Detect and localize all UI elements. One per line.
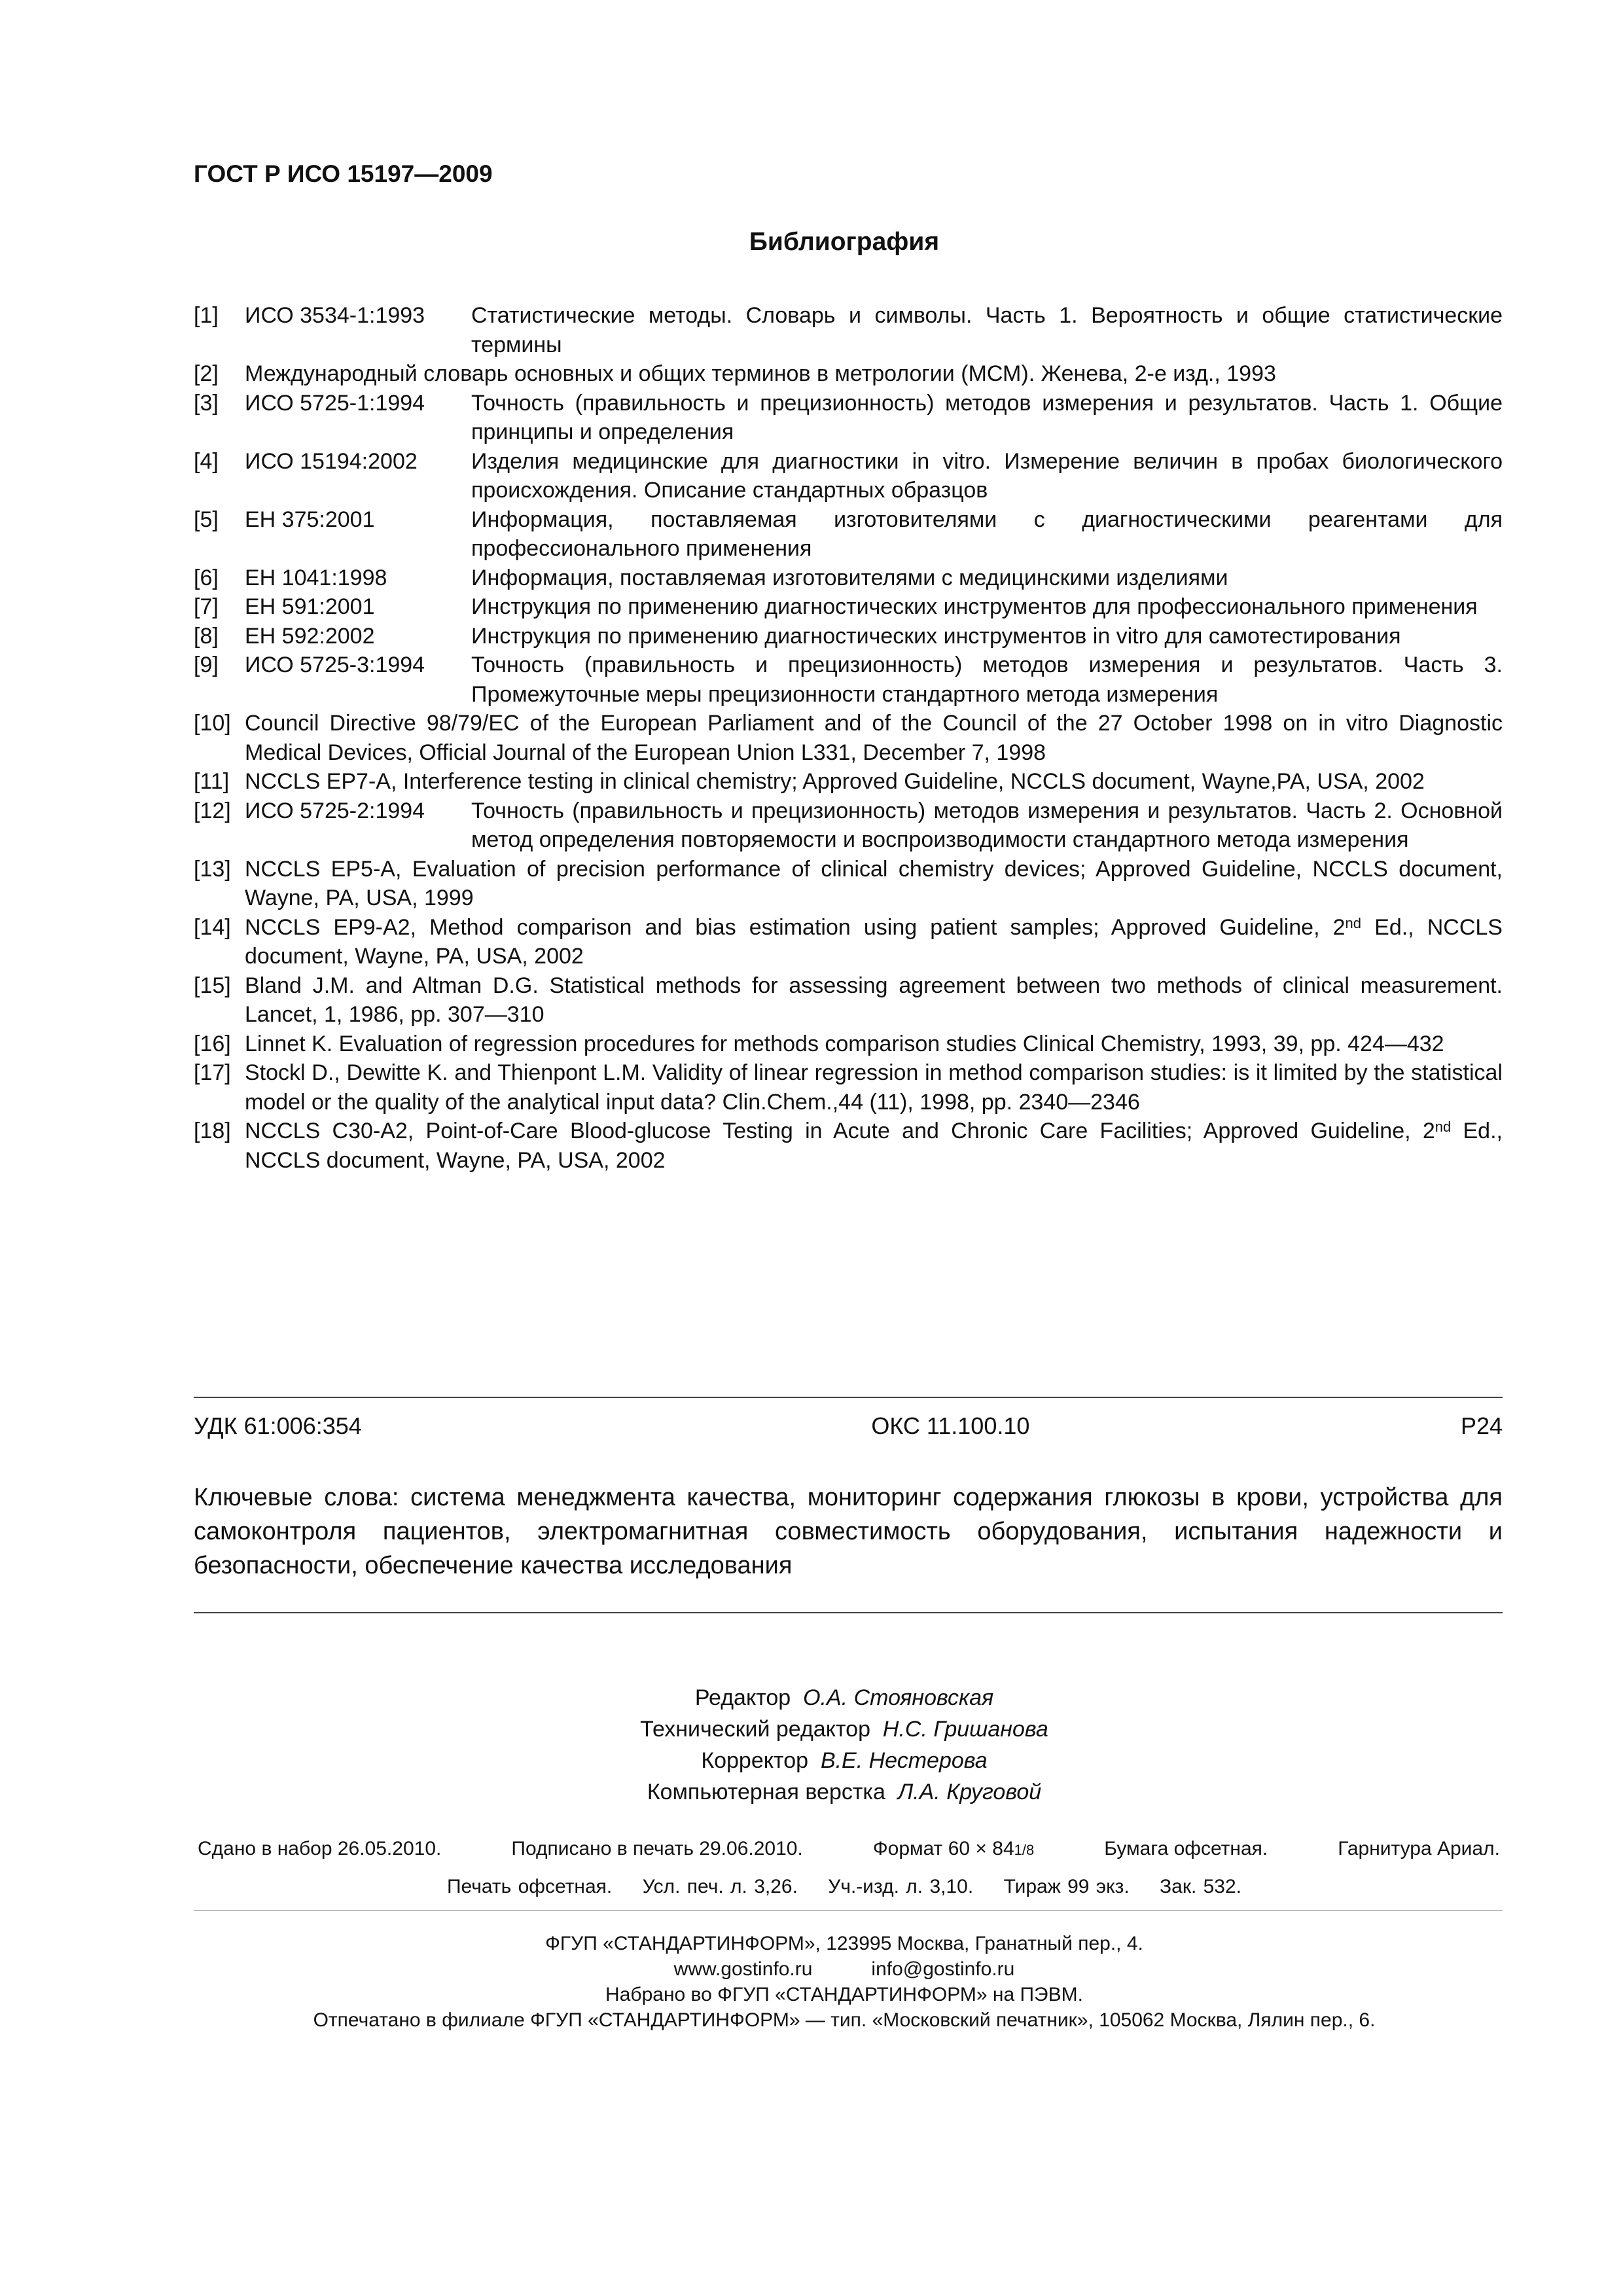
item-number: [5]	[194, 507, 219, 532]
bibliography-item	[194, 592, 1503, 622]
item-text-main: NCCLS C30-A2, Point-of-Care Blood-glucose Testing in Acute and Chronic Care Facilities; Approved Guideline, 2	[245, 1119, 1435, 1143]
paper-info: Бумага офсетная.	[1104, 1838, 1268, 1859]
bibliography-item	[194, 1117, 1503, 1175]
item-text-main: Точность (правильность и прецизионность) методов измерения и результатов. Часть 2. Основной метод определения повторяемости и воспроизводимости стандартного метода измерения	[471, 798, 1503, 852]
category-code: P24	[1460, 1412, 1503, 1439]
bibliography-item	[194, 913, 1503, 971]
standard-code: ЕН 591:2001	[245, 594, 375, 619]
standard-code: ИСО 3534-1:1993	[245, 303, 425, 328]
divider	[194, 1397, 1503, 1398]
publisher-contacts	[0, 1956, 1623, 1982]
printing-type: Печать офсетная.	[446, 1876, 613, 1897]
typeface-info: Гарнитура Ариал.	[1338, 1838, 1500, 1859]
item-text-after: Ed., NCCLS document, Wayne, PA, USA, 2002	[245, 1119, 1503, 1173]
credit-line	[0, 1745, 1623, 1776]
item-text	[471, 622, 1503, 651]
item-number: [4]	[194, 448, 219, 474]
item-number: [3]	[194, 390, 219, 416]
standard-code: ИСО 5725-2:1994	[245, 798, 425, 823]
item-text	[471, 301, 1503, 359]
item-text-main: Bland J.M. and Altman D.G. Statistical methods for assessing agreement between two methods of clinical measurement. Lancet, 1, 1986, pp. 307—310	[245, 973, 1503, 1027]
item-number: [7]	[194, 594, 219, 619]
bibliography-item	[194, 797, 1503, 855]
bibliography-item	[194, 622, 1503, 651]
item-number: [6]	[194, 565, 219, 590]
udk-code: УДК 61:006:354	[194, 1412, 362, 1439]
bibliography-item	[194, 301, 1503, 359]
item-text	[471, 797, 1503, 855]
superscript: nd	[1435, 1119, 1452, 1135]
item-text	[245, 913, 1503, 971]
item-number: [15]	[194, 973, 231, 998]
item-text	[471, 592, 1503, 622]
item-text-main: Точность (правильность и прецизионность) методов измерения и результатов. Часть 3. Промежуточные меры прецизионности стандартного метода измерения	[471, 653, 1503, 707]
bibliography-item	[194, 971, 1503, 1030]
item-text	[245, 1030, 1503, 1059]
item-number: [16]	[194, 1031, 231, 1056]
print-info-row-2	[0, 1876, 1623, 1898]
bibliography-item	[194, 709, 1503, 767]
item-number: [13]	[194, 856, 231, 882]
item-number: [2]	[194, 361, 219, 386]
item-text-main: Инструкция по применению диагностических инструментов in vitro для самотестирования	[471, 623, 1401, 649]
item-number: [1]	[194, 303, 219, 328]
print-run: Тираж 99 экз.	[1003, 1876, 1130, 1897]
credit-name: О.А. Стояновская	[803, 1685, 994, 1710]
standard-code: ИСО 5725-3:1994	[245, 653, 425, 677]
credit-role: Компьютерная верстка	[647, 1780, 885, 1804]
item-text	[245, 767, 1503, 797]
credit-name: Н.С. Гришанова	[882, 1717, 1048, 1742]
printed-sheets: Усл. печ. л. 3,26.	[642, 1876, 798, 1897]
item-text	[245, 1058, 1503, 1117]
item-text-main: Международный словарь основных и общих терминов в метрологии (МСМ). Женева, 2-е изд., 1993	[245, 361, 1276, 386]
item-number: [8]	[194, 623, 219, 649]
item-text-after: Ed., NCCLS document, Wayne, PA, USA, 2002	[245, 914, 1503, 969]
item-text	[245, 1117, 1503, 1175]
publisher-sheets: Уч.-изд. л. 3,10.	[828, 1876, 974, 1897]
item-text	[245, 855, 1503, 913]
item-text	[245, 971, 1503, 1030]
credits-block	[0, 1682, 1623, 1808]
credit-line	[0, 1776, 1623, 1808]
format-prefix: Формат 60 × 84	[872, 1838, 1014, 1859]
email-link[interactable]: info@gostinfo.ru	[871, 1958, 1015, 1980]
standard-code: ЕН 592:2002	[245, 623, 375, 649]
bibliography-title: Библиография	[749, 228, 940, 256]
submitted-date: Сдано в набор 26.05.2010.	[198, 1838, 442, 1859]
keywords: Ключевые слова: система менеджмента качества, мониторинг содержания глюкозы в крови, устройства для самоконтроля пациентов, электромагнитная совместимость оборудования, испытания надежности и безопасности, обеспечение качества исследования	[194, 1484, 1503, 1579]
item-number: [18]	[194, 1119, 231, 1143]
bibliography-item	[194, 359, 1503, 389]
divider	[194, 1612, 1503, 1613]
item-text-main: Инструкция по применению диагностических инструментов для профессионального применения	[471, 594, 1478, 619]
item-number: [9]	[194, 653, 219, 677]
bibliography-item	[194, 564, 1503, 593]
item-text	[471, 447, 1503, 505]
format-fraction: 1/8	[1014, 1842, 1035, 1858]
item-text	[471, 505, 1503, 564]
signed-date: Подписано в печать 29.06.2010.	[511, 1838, 803, 1859]
bibliography-item	[194, 767, 1503, 797]
item-number: [10]	[194, 711, 231, 736]
bibliography-list	[194, 301, 1503, 1175]
item-text	[471, 651, 1503, 709]
item-text-main: Linnet K. Evaluation of regression procedures for methods comparison studies Clinical Chemistry, 1993, 39, pp. 424—432	[245, 1031, 1444, 1056]
item-text	[245, 709, 1503, 767]
document-code: ГОСТ Р ИСО 15197—2009	[194, 160, 493, 187]
standard-code: ЕН 375:2001	[245, 507, 375, 532]
credit-name: Л.А. Круговой	[897, 1780, 1042, 1804]
order-number: Зак. 532.	[1160, 1876, 1242, 1897]
item-text-main: Council Directive 98/79/EC of the European Parliament and of the Council of the 27 October 1998 on in vitro Diagnostic Medical Devices, Official Journal of the European Union L331, December 7, 1998	[245, 711, 1503, 765]
item-number: [17]	[194, 1060, 231, 1085]
credit-name: В.Е. Нестерова	[820, 1748, 988, 1773]
oks-code: ОКС 11.100.10	[871, 1412, 1030, 1439]
superscript: nd	[1345, 914, 1362, 931]
publisher-block	[0, 1931, 1623, 2033]
typeset-note: Набрано во ФГУП «СТАНДАРТИНФОРМ» на ПЭВМ.	[605, 1984, 1083, 2005]
bibliography-item	[194, 651, 1503, 709]
credit-role: Корректор	[701, 1748, 809, 1773]
standard-code: ИСО 15194:2002	[245, 448, 418, 474]
item-text	[471, 389, 1503, 447]
bibliography-item	[194, 505, 1503, 564]
bibliography-item	[194, 1030, 1503, 1059]
item-text-main: NCCLS EP7-A, Interference testing in clinical chemistry; Approved Guideline, NCCLS document, Wayne,PA, USA, 2002	[245, 769, 1425, 794]
classification-row	[194, 1412, 1503, 1440]
publisher-address: ФГУП «СТАНДАРТИНФОРМ», 123995 Москва, Гранатный пер., 4.	[545, 1933, 1143, 1954]
bibliography-item	[194, 1058, 1503, 1117]
standard-code: ИСО 5725-1:1994	[245, 390, 425, 416]
item-text	[471, 564, 1503, 593]
item-text-main: Информация, поставляемая изготовителями с диагностическими реагентами для профессионального применения	[471, 507, 1503, 561]
item-text-main: Точность (правильность и прецизионность) методов измерения и результатов. Часть 1. Общие принципы и определения	[471, 390, 1503, 444]
item-text-main: Статистические методы. Словарь и символы. Часть 1. Вероятность и общие статистические термины	[471, 303, 1503, 357]
bibliography-item	[194, 389, 1503, 447]
credit-role: Технический редактор	[640, 1717, 870, 1742]
credit-role: Редактор	[694, 1685, 791, 1710]
format-info	[873, 1838, 1034, 1860]
credit-line	[0, 1713, 1623, 1745]
printed-note: Отпечатано в филиале ФГУП «СТАНДАРТИНФОРМ» — тип. «Московский печатник», 105062 Москва, Лялин пер., 6.	[313, 2009, 1376, 2031]
credit-line	[0, 1682, 1623, 1713]
item-number: [12]	[194, 798, 231, 823]
item-number: [14]	[194, 914, 231, 940]
item-text-main: Изделия медицинские для диагностики in vitro. Измерение величин в пробах биологического происхождения. Описание стандартных образцов	[471, 448, 1503, 503]
bibliography-item	[194, 447, 1503, 505]
item-text-main: NCCLS EP9-A2, Method comparison and bias estimation using patient samples; Approved Guideline, 2	[245, 914, 1346, 940]
standard-code: ЕН 1041:1998	[245, 565, 387, 590]
item-text	[245, 359, 1503, 389]
print-info-row	[198, 1838, 1500, 1860]
item-text-main: Stockl D., Dewitte K. and Thienpont L.M. Validity of linear regression in method comparison studies: is it limited by the statistical model or the quality of the analytical input data? Clin.Chem.,44 (11), 1998, pp. 2340—2346	[245, 1060, 1503, 1115]
website-link[interactable]: www.gostinfo.ru	[673, 1958, 813, 1980]
bibliography-item	[194, 855, 1503, 913]
item-text-main: Информация, поставляемая изготовителями с медицинскими изделиями	[471, 565, 1228, 590]
item-number: [11]	[194, 769, 230, 794]
item-text-main: NCCLS EP5-A, Evaluation of precision performance of clinical chemistry devices; Approved Guideline, NCCLS document, Wayne, PA, USA, 1999	[245, 856, 1503, 910]
